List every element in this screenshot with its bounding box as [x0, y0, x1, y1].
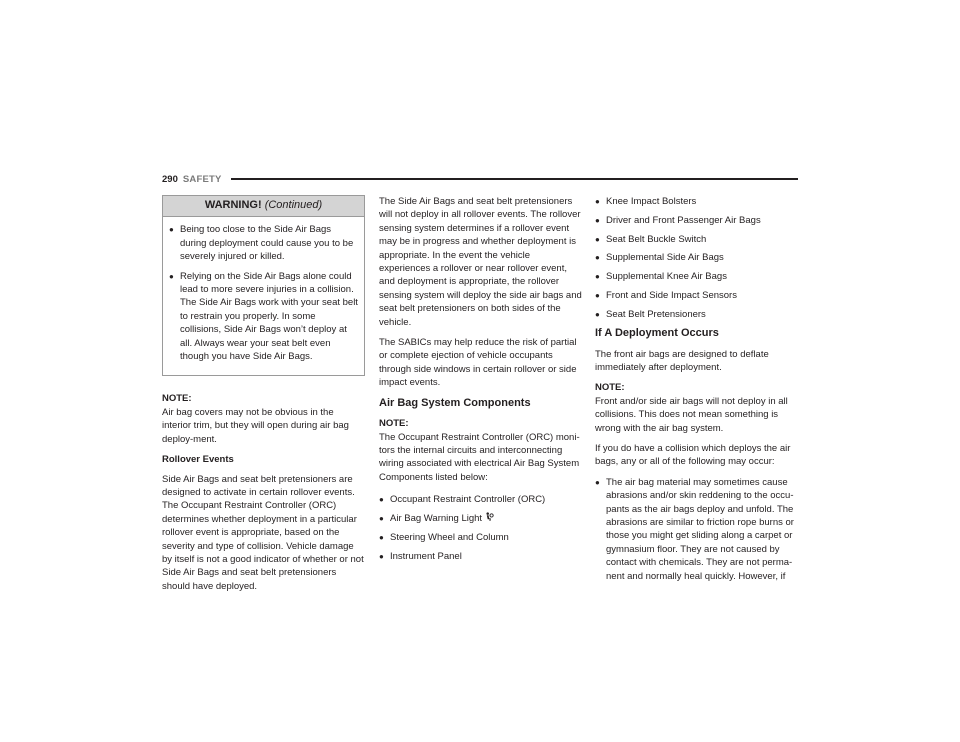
list-item-text: Seat Belt Buckle Switch — [606, 233, 707, 245]
deployment-text: The front air bags are designed to deflate immediately after deployment. — [595, 348, 769, 373]
list-item-text: Occupant Restraint Controller (ORC) — [390, 494, 546, 506]
bullet-icon: ● — [169, 271, 174, 281]
effects-list — [595, 476, 798, 583]
bullet-icon: ● — [595, 290, 600, 300]
column-middle — [379, 195, 582, 568]
airbag-warning-icon — [485, 512, 494, 522]
column-left — [162, 195, 365, 600]
bullet-icon: ● — [595, 215, 600, 225]
warning-title — [163, 196, 364, 217]
bullet-icon: ● — [595, 234, 600, 244]
collision-text: If you do have a collision which deploys the air bags, any or all of the following may occur: — [595, 443, 791, 468]
list-item-text: Driver and Front Passenger Air Bags — [606, 214, 761, 226]
rollover-text: Side Air Bags and seat belt pretensioners are designed to activate in certain rollover events. The Occupant Restraint Controller (ORC) determines whether deployment in a particular rollover event is appropriate, based on the severity and type of collision. Vehicle damage by itself is not a good indicator of whether or not Side Air Bags and seat belt pretensioners should have deployed. — [162, 473, 364, 592]
page-header — [162, 172, 798, 186]
list-item — [595, 195, 798, 208]
list-item — [379, 531, 582, 544]
note-text: Front and/or side air bags will not deploy in all collisions. This does not mean something is wrong with the air bag system. — [595, 395, 788, 434]
list-item — [595, 251, 798, 264]
list-item-text: Instrument Panel — [390, 550, 462, 562]
list-item — [595, 214, 798, 227]
list-item — [595, 233, 798, 246]
bullet-icon: ● — [595, 309, 600, 319]
components-heading: Air Bag System Components — [379, 396, 531, 409]
bullet-icon: ● — [169, 225, 174, 235]
bullet-icon: ● — [379, 495, 384, 505]
list-item-text: Air Bag Warning Light — [390, 512, 483, 524]
bullet-icon: ● — [595, 197, 600, 206]
sabic-paragraph: The SABICs may help reduce the risk of partial or complete ejection of vehicle occupants through side windows in certain rollover or side impact events. — [379, 337, 577, 389]
note-orc — [379, 417, 582, 484]
warning-item-text: Being too close to the Side Air Bags during deployment could cause you to be severely injured or killed. — [180, 224, 354, 263]
warning-item — [169, 223, 358, 263]
warning-item — [169, 270, 358, 364]
list-item-text: Supplemental Side Air Bags — [606, 252, 724, 264]
bullet-icon: ● — [379, 532, 384, 542]
warning-continued-label: (Continued) — [264, 199, 323, 211]
list-item — [379, 512, 582, 525]
warning-title-label: WARNING! — [204, 199, 262, 211]
warning-box — [162, 195, 365, 376]
note-label: NOTE: — [595, 382, 625, 394]
list-item — [595, 289, 798, 302]
warning-body — [163, 217, 364, 375]
rollover-heading: Rollover Events — [162, 454, 234, 466]
warning-item-text: Relying on the Side Air Bags alone could lead to more severe injuries in a collision. The Side Air Bags work with your seat belt to restrain you properly. In some collisions, Side Air Bags won’t deploy at all. Always wear your seat belt even though you have Side Air Bags. — [180, 270, 358, 363]
header-rule — [231, 178, 798, 181]
bullet-icon: ● — [595, 477, 600, 487]
bullet-icon: ● — [379, 513, 384, 523]
list-item-text: Steering Wheel and Column — [390, 531, 509, 543]
note-text: The Occupant Restraint Controller (ORC) moni-tors the internal circuits and interconnecting wiring associated with electrical Air Bag System Components listed below: — [379, 431, 580, 483]
note-deploy — [595, 381, 798, 435]
note-text: Air bag covers may not be obvious in the interior trim, but they will open during air bag deploy-ment. — [162, 406, 349, 445]
note-label: NOTE: — [162, 393, 192, 405]
column-right — [595, 195, 798, 589]
list-item — [379, 550, 582, 563]
deployment-heading: If A Deployment Occurs — [595, 327, 719, 340]
list-item — [595, 476, 798, 583]
list-item-text: Seat Belt Pretensioners — [606, 308, 706, 320]
list-item — [595, 308, 798, 321]
page-number: 290 — [162, 173, 178, 185]
list-item-text: Front and Side Impact Sensors — [606, 289, 737, 301]
list-item-text: Supplemental Knee Air Bags — [606, 271, 727, 283]
section-name: SAFETY — [182, 173, 222, 185]
bullet-icon: ● — [595, 272, 600, 282]
list-item-text: Knee Impact Bolsters — [606, 196, 697, 207]
note-airbag-covers — [162, 392, 365, 446]
list-item — [595, 270, 798, 283]
list-item — [379, 493, 582, 506]
components-list-continued — [595, 195, 798, 321]
components-list — [379, 493, 582, 563]
note-label: NOTE: — [379, 418, 409, 430]
rollover-deploy-paragraph: The Side Air Bags and seat belt pretensioners will not deploy in all rollover events. The rollover sensing system determines if a rollover event may be in progress and whether deployment is appropriate. In the event the vehicle experiences a rollover or near rollover event, and deployment is appropriate, the rollover sensing system will deploy the side air bags and seat belt pretensioners on both sides of the vehicle. — [379, 196, 582, 328]
bullet-icon: ● — [379, 551, 384, 561]
bullet-icon: ● — [595, 253, 600, 263]
list-item-text: The air bag material may sometimes cause abrasions and/or skin reddening to the occu-pants as the air bags deploy and unfold. The abrasions are similar to friction rope burns or those you might get sliding along a carpet or gymnasium floor. They are not caused by contact with chemicals. They are not perma-nent and normally heal quickly. However, if — [606, 476, 794, 582]
